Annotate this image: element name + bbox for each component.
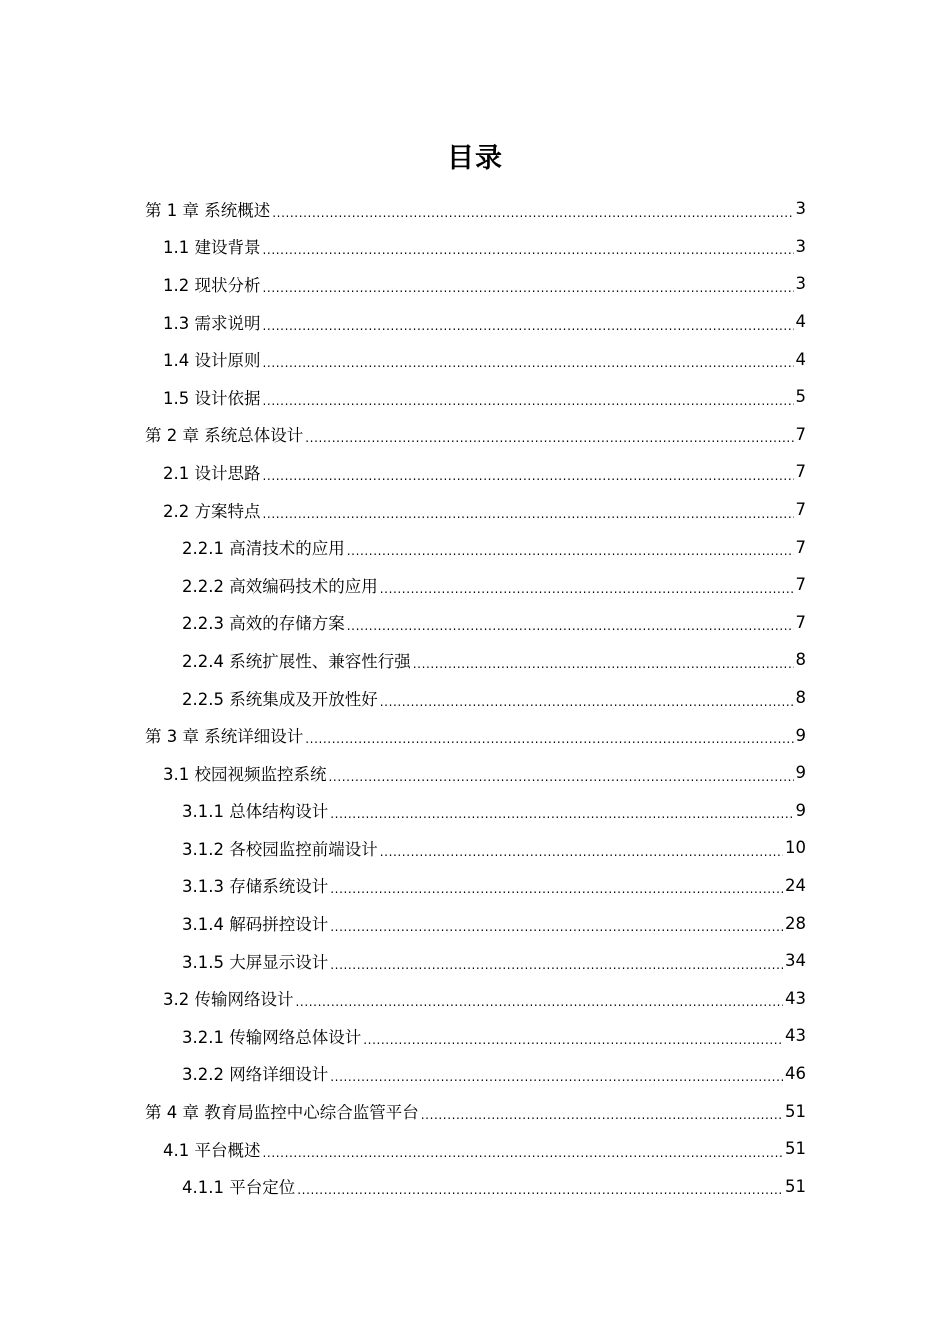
toc-entry-row bbox=[163, 385, 950, 409]
toc-entry-label: 3.2.1 传输网络总体设计 bbox=[182, 1027, 362, 1047]
toc-entry-label: 1.1 建设背景 bbox=[163, 238, 261, 258]
toc-entry-label: 2.2.4 系统扩展性、兼容性行强 bbox=[182, 651, 411, 671]
toc-entry[interactable] bbox=[0, 416, 950, 454]
toc-entry-row bbox=[163, 460, 950, 484]
toc-entry[interactable] bbox=[0, 1055, 950, 1093]
toc-page-number: 7 bbox=[795, 575, 806, 595]
toc-entry[interactable] bbox=[0, 904, 950, 942]
toc-dot-leader bbox=[305, 732, 793, 746]
toc-entry-row bbox=[182, 836, 950, 860]
toc-entry-row bbox=[182, 573, 950, 597]
toc-entry[interactable] bbox=[0, 528, 950, 566]
toc-page-number: 34 bbox=[785, 951, 806, 971]
toc-page-number: 51 bbox=[785, 1176, 806, 1196]
toc-entry[interactable] bbox=[0, 716, 950, 754]
toc-entry-row bbox=[163, 498, 950, 522]
toc-entry-label: 1.2 现状分析 bbox=[163, 275, 261, 295]
toc-dot-leader bbox=[263, 356, 794, 370]
toc-entry-row bbox=[145, 723, 950, 747]
toc-entry-label: 3.1.3 存储系统设计 bbox=[182, 877, 329, 897]
toc-dot-leader bbox=[263, 1146, 784, 1160]
toc-entry-label: 第 1 章 系统概述 bbox=[145, 200, 271, 220]
toc-page-number: 8 bbox=[795, 688, 806, 708]
toc-entry-row bbox=[182, 1174, 950, 1198]
toc-page-number: 46 bbox=[785, 1063, 806, 1083]
toc-entry-row bbox=[182, 535, 950, 559]
toc-dot-leader bbox=[272, 206, 793, 220]
toc-entry-label: 1.3 需求说明 bbox=[163, 313, 261, 333]
toc-entry[interactable] bbox=[0, 491, 950, 529]
toc-dot-leader bbox=[263, 394, 794, 408]
toc-page-number: 28 bbox=[785, 913, 806, 933]
toc-entry-row bbox=[163, 347, 950, 371]
toc-page-number: 5 bbox=[795, 387, 806, 407]
toc-dot-leader bbox=[263, 319, 794, 333]
toc-page-number: 24 bbox=[785, 875, 806, 895]
toc-entry[interactable] bbox=[0, 1130, 950, 1168]
toc-entry[interactable] bbox=[0, 1092, 950, 1130]
toc-entry-row bbox=[182, 949, 950, 973]
toc-entry-label: 3.2 传输网络设计 bbox=[163, 990, 294, 1010]
toc-entry-label: 1.4 设计原则 bbox=[163, 351, 261, 371]
toc-entry[interactable] bbox=[0, 641, 950, 679]
toc-entry[interactable] bbox=[0, 867, 950, 905]
toc-dot-leader bbox=[380, 582, 794, 596]
toc-dot-leader bbox=[380, 695, 794, 709]
toc-entry-row bbox=[145, 422, 950, 446]
toc-dot-leader bbox=[347, 619, 794, 633]
toc-dot-leader bbox=[330, 1070, 783, 1084]
toc-entry-row bbox=[163, 272, 950, 296]
toc-entry-row bbox=[182, 1061, 950, 1085]
toc-dot-leader bbox=[330, 920, 783, 934]
toc-dot-leader bbox=[413, 657, 794, 671]
toc-entry-label: 1.5 设计依据 bbox=[163, 388, 261, 408]
toc-page-number: 7 bbox=[795, 537, 806, 557]
toc-entry-row bbox=[163, 1137, 950, 1161]
toc-dot-leader bbox=[421, 1108, 783, 1122]
toc-entry-label: 4.1.1 平台定位 bbox=[182, 1178, 296, 1198]
toc-entry-label: 第 4 章 教育局监控中心综合监管平台 bbox=[145, 1103, 419, 1123]
toc-dot-leader bbox=[296, 995, 784, 1009]
toc-dot-leader bbox=[347, 544, 794, 558]
toc-entry-row bbox=[182, 610, 950, 634]
toc-dot-leader bbox=[263, 281, 794, 295]
toc-entry-row bbox=[182, 1024, 950, 1048]
toc-entry-row bbox=[163, 310, 950, 334]
toc-entry-label: 4.1 平台概述 bbox=[163, 1140, 261, 1160]
toc-entry-row bbox=[182, 648, 950, 672]
toc-entry[interactable] bbox=[0, 1167, 950, 1205]
toc-entry-label: 2.2.2 高效编码技术的应用 bbox=[182, 576, 378, 596]
toc-page-number: 7 bbox=[795, 462, 806, 482]
toc-page-number: 7 bbox=[795, 500, 806, 520]
toc-dot-leader bbox=[305, 431, 793, 445]
toc-entry-label: 2.2 方案特点 bbox=[163, 501, 261, 521]
toc-entry[interactable] bbox=[0, 303, 950, 341]
toc-entry-label: 2.1 设计思路 bbox=[163, 463, 261, 483]
toc-page-number: 9 bbox=[795, 725, 806, 745]
toc-page-number: 4 bbox=[795, 312, 806, 332]
toc-entry[interactable] bbox=[0, 754, 950, 792]
toc-entry-row bbox=[145, 1099, 950, 1123]
toc-dot-leader bbox=[363, 1033, 783, 1047]
toc-title: 目录 bbox=[447, 143, 503, 174]
toc-entry-label: 3.1.2 各校园监控前端设计 bbox=[182, 839, 378, 859]
toc-page-number: 9 bbox=[795, 763, 806, 783]
toc-entry[interactable] bbox=[0, 942, 950, 980]
toc-list bbox=[0, 190, 950, 1205]
toc-page-number: 51 bbox=[785, 1139, 806, 1159]
toc-page-number: 3 bbox=[795, 236, 806, 256]
toc-entry-row bbox=[163, 761, 950, 785]
toc-entry-label: 3.1 校园视频监控系统 bbox=[163, 764, 327, 784]
toc-entry-label: 第 3 章 系统详细设计 bbox=[145, 727, 304, 747]
toc-dot-leader bbox=[263, 507, 794, 521]
toc-entry[interactable] bbox=[0, 679, 950, 717]
toc-entry-label: 第 2 章 系统总体设计 bbox=[145, 426, 304, 446]
toc-entry-row bbox=[163, 986, 950, 1010]
toc-entry-label: 2.2.3 高效的存储方案 bbox=[182, 614, 345, 634]
toc-entry[interactable] bbox=[0, 265, 950, 303]
toc-entry[interactable] bbox=[0, 453, 950, 491]
toc-entry[interactable] bbox=[0, 1017, 950, 1055]
toc-entry[interactable] bbox=[0, 190, 950, 228]
toc-entry-label: 3.1.4 解码拼控设计 bbox=[182, 915, 329, 935]
toc-entry-label: 3.1.1 总体结构设计 bbox=[182, 802, 329, 822]
toc-entry[interactable] bbox=[0, 378, 950, 416]
toc-dot-leader bbox=[263, 469, 794, 483]
toc-dot-leader bbox=[263, 243, 794, 257]
toc-entry-label: 2.2.5 系统集成及开放性好 bbox=[182, 689, 378, 709]
toc-entry-row bbox=[182, 911, 950, 935]
toc-entry-label: 3.2.2 网络详细设计 bbox=[182, 1065, 329, 1085]
toc-entry[interactable] bbox=[0, 604, 950, 642]
toc-entry[interactable] bbox=[0, 228, 950, 266]
toc-dot-leader bbox=[330, 807, 793, 821]
toc-entry-row bbox=[182, 798, 950, 822]
toc-page-number: 9 bbox=[795, 800, 806, 820]
toc-entry-row bbox=[182, 686, 950, 710]
toc-page-number: 3 bbox=[795, 199, 806, 219]
toc-dot-leader bbox=[380, 845, 783, 859]
toc-page-number: 43 bbox=[785, 988, 806, 1008]
toc-dot-leader bbox=[329, 770, 794, 784]
toc-entry-row bbox=[163, 234, 950, 258]
toc-page-number: 3 bbox=[795, 274, 806, 294]
toc-dot-leader bbox=[297, 1183, 783, 1197]
toc-page-number: 51 bbox=[785, 1101, 806, 1121]
toc-page-number: 8 bbox=[795, 650, 806, 670]
toc-entry[interactable] bbox=[0, 792, 950, 830]
toc-page-number: 7 bbox=[795, 612, 806, 632]
toc-entry-label: 3.1.5 大屏显示设计 bbox=[182, 952, 329, 972]
toc-page-number: 43 bbox=[785, 1026, 806, 1046]
toc-entry[interactable] bbox=[0, 829, 950, 867]
toc-entry-label: 2.2.1 高清技术的应用 bbox=[182, 539, 345, 559]
toc-page-number: 10 bbox=[785, 838, 806, 858]
toc-entry-row bbox=[182, 873, 950, 897]
toc-dot-leader bbox=[330, 882, 783, 896]
toc-entry-row bbox=[145, 197, 950, 221]
toc-page-number: 7 bbox=[795, 424, 806, 444]
toc-entry[interactable] bbox=[0, 340, 950, 378]
toc-page-number: 4 bbox=[795, 349, 806, 369]
toc-entry[interactable] bbox=[0, 566, 950, 604]
toc-dot-leader bbox=[330, 958, 783, 972]
toc-entry[interactable] bbox=[0, 979, 950, 1017]
